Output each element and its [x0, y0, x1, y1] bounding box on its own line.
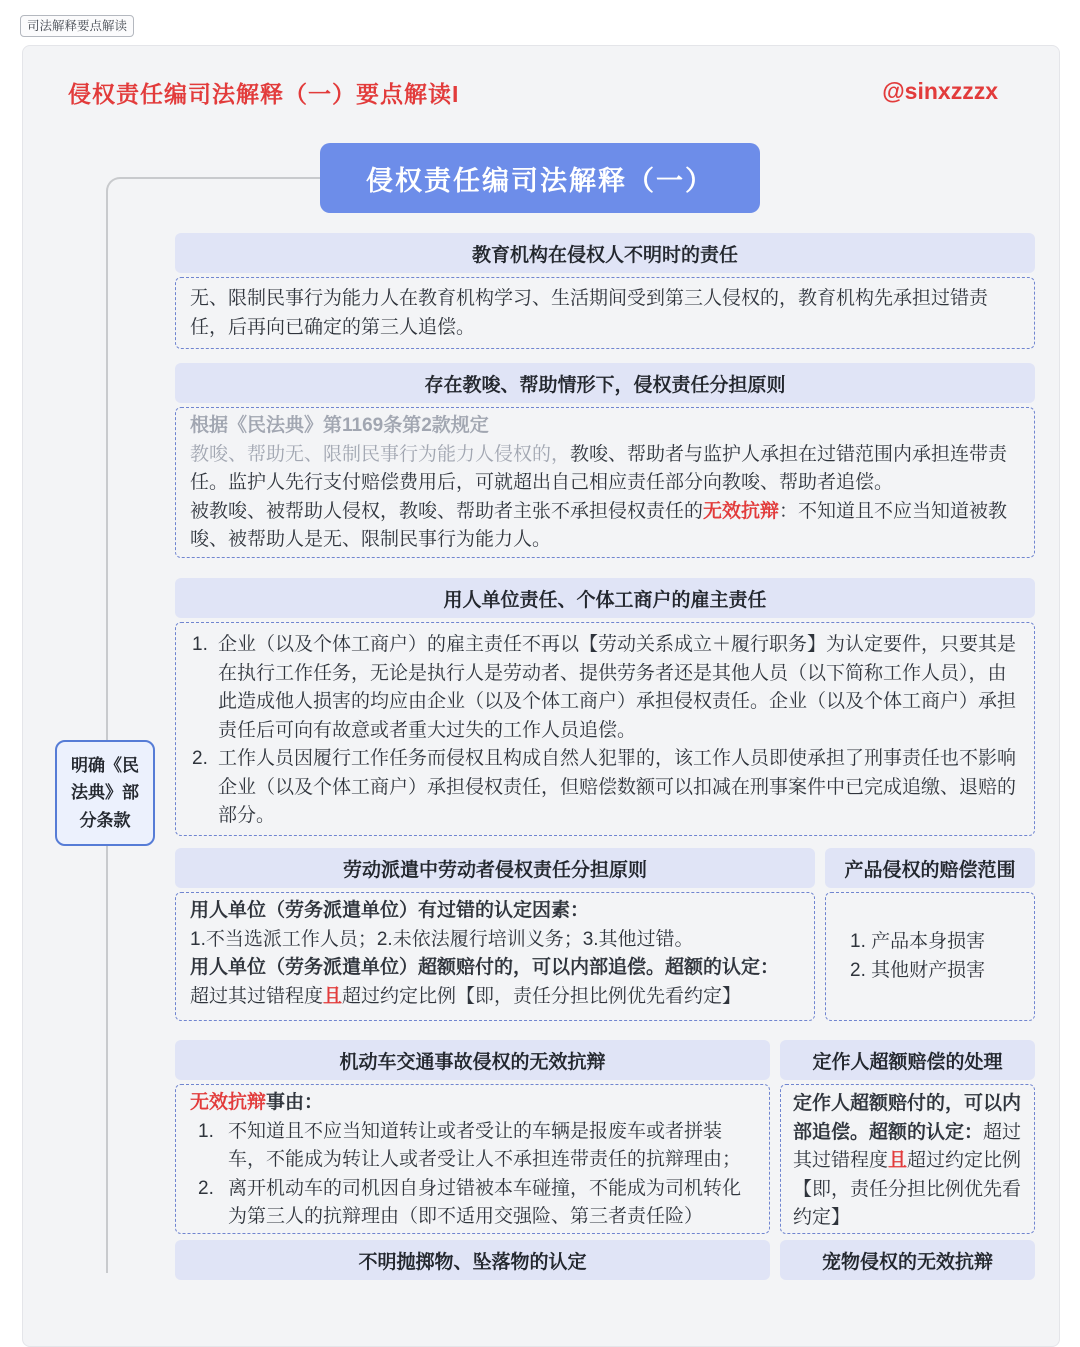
- lead-line: [190, 1089, 755, 1118]
- list-text: 工作人员因履行工作任务而侵权且构成自然人犯罪的，该工作人员即使承担了刑事责任也不影响企业（以及个体工商户）承担侵权责任，但赔偿数额可以扣减在刑事案件中已完成追缴、退赔的部分。: [218, 748, 1017, 826]
- section-education-body: [175, 277, 1035, 349]
- list-text: 企业（以及个体工商户）的雇主责任不再以【劳动关系成立＋履行职务】为认定要件，只要其是在执行工作任务，无论是执行人是劳动者、提供劳务者还是其他人员（以下简称工作人员），由此造成他人损害的均应由企业（以及个体工商户）承担侵权责任。企业（以及个体工商户）承担责任后可向有故意或者重大过失的工作人员追偿。: [218, 634, 1017, 741]
- gray-lead-text: 教唆、帮助无、限制民事行为能力人侵权的，: [190, 443, 571, 465]
- list-number: 2.: [198, 1177, 214, 1199]
- and-highlight: 且: [323, 985, 343, 1007]
- list-item: [190, 745, 1020, 831]
- invalid-defense-highlight: 无效抗辩: [703, 500, 780, 522]
- section-education-header: 教育机构在侵权人不明时的责任: [175, 233, 1035, 273]
- paragraph: [190, 441, 1020, 498]
- list-item: [190, 1118, 755, 1175]
- list-number: 1.: [198, 1120, 214, 1142]
- section-product-body: [825, 892, 1035, 1021]
- section-throwing-header: 不明抛掷物、坠落物的认定: [175, 1240, 770, 1280]
- section-motor-header: 机动车交通事故侵权的无效抗辩: [175, 1040, 770, 1080]
- section-motor-body: [175, 1084, 770, 1234]
- body-text: 超过约定比例【即，责任分担比例优先看约定】: [342, 985, 742, 1007]
- section-instigation: [175, 363, 1035, 558]
- list-item: 1. 产品本身损害: [850, 931, 986, 952]
- corner-tag: 司法解释要点解读: [20, 15, 134, 37]
- section-throwing: [175, 1240, 770, 1280]
- and-highlight: 且: [888, 1150, 908, 1171]
- body-text: ：不知道且不应当知道被教唆、被帮助人是无、限制民事行为能力人。: [190, 500, 1008, 550]
- emphasis-line: 用人单位（劳务派遣单位）有过错的认定因素：: [190, 900, 590, 921]
- list-number: 2.: [192, 748, 208, 769]
- section-employer-header: 用人单位责任、个体工商户的雇主责任: [175, 578, 1035, 618]
- invalid-defense-highlight: 无效抗辩: [190, 1092, 267, 1113]
- author-handle: @sinxzzzx: [882, 78, 998, 104]
- section-instigation-body: [175, 407, 1035, 558]
- section-pets: [780, 1240, 1035, 1280]
- body-text: 超过其过错程度: [190, 985, 324, 1007]
- section-instigation-header: 存在教唆、帮助情形下，侵权责任分担原则: [175, 363, 1035, 403]
- section-dispatch-body: [175, 892, 815, 1021]
- list-text: 离开机动车的司机因自身过错被本车碰撞，不能成为司机转化为第三人的抗辩理由（即不适用交强险、第三者责任险）: [228, 1177, 742, 1227]
- paragraph: [190, 983, 800, 1012]
- body-text: 教唆、帮助者与监护人承担在过错范围内承担连带责任。监护人先行支付赔偿费用后，可就超出自己相应责任部分向教唆、帮助者追偿。: [190, 443, 1008, 493]
- section-contractor-body: [780, 1084, 1035, 1234]
- section-employer: [175, 578, 1035, 836]
- body-text: 事由：: [266, 1092, 324, 1113]
- list-item: [190, 631, 1020, 745]
- paragraph: [190, 498, 1020, 555]
- emphasis-line: 用人单位（劳务派遣单位）超额赔付的，可以内部追偿。超额的认定：: [190, 957, 780, 978]
- page-title: 侵权责任编司法解释（一）要点解读I: [68, 81, 460, 107]
- section-dispatch-header: 劳动派遣中劳动者侵权责任分担原则: [175, 848, 815, 888]
- section-contractor: [780, 1040, 1035, 1234]
- emphasis-text: 定作人超额赔付的，可以内部追偿。超额的认定：: [793, 1093, 1022, 1143]
- section-contractor-header: 定作人超额赔偿的处理: [780, 1040, 1035, 1080]
- body-text: 无、限制民事行为能力人在教育机构学习、生活期间受到第三人侵权的，教育机构先承担过错责任，后再向已确定的第三人追偿。: [190, 288, 989, 338]
- list-number: 1.: [192, 634, 208, 655]
- section-motor: [175, 1040, 770, 1234]
- body-text: 被教唆、被帮助人侵权，教唆、帮助者主张不承担侵权责任的: [190, 500, 704, 522]
- section-education: [175, 233, 1035, 349]
- section-product-header: 产品侵权的赔偿范围: [825, 848, 1035, 888]
- body-text: 超过其过错程度: [793, 1121, 1022, 1171]
- body-text: 1.不当选派工作人员；2.未依法履行培训义务；3.其他过错。: [190, 928, 694, 950]
- section-dispatch: [175, 848, 815, 1021]
- list-text: 不知道且不应当知道转让或者受让的车辆是报废车或者拼装车，不能成为转让人或者受让人不承担连带责任的抗辩理由；: [228, 1120, 742, 1170]
- law-reference: 根据《民法典》第1169条第2款规定: [190, 415, 489, 436]
- body-text: 超过约定比例【即，责任分担比例优先看约定】: [793, 1150, 1022, 1228]
- branch-node-civil-code: 明确《民法典》部分条款: [55, 740, 155, 846]
- section-pets-header: 宠物侵权的无效抗辩: [780, 1240, 1035, 1280]
- section-employer-body: [175, 622, 1035, 836]
- list-item: [190, 1175, 755, 1232]
- section-product: [825, 848, 1035, 1021]
- root-node: 侵权责任编司法解释（一）: [320, 143, 760, 213]
- list-item: 2. 其他财产损害: [850, 959, 986, 981]
